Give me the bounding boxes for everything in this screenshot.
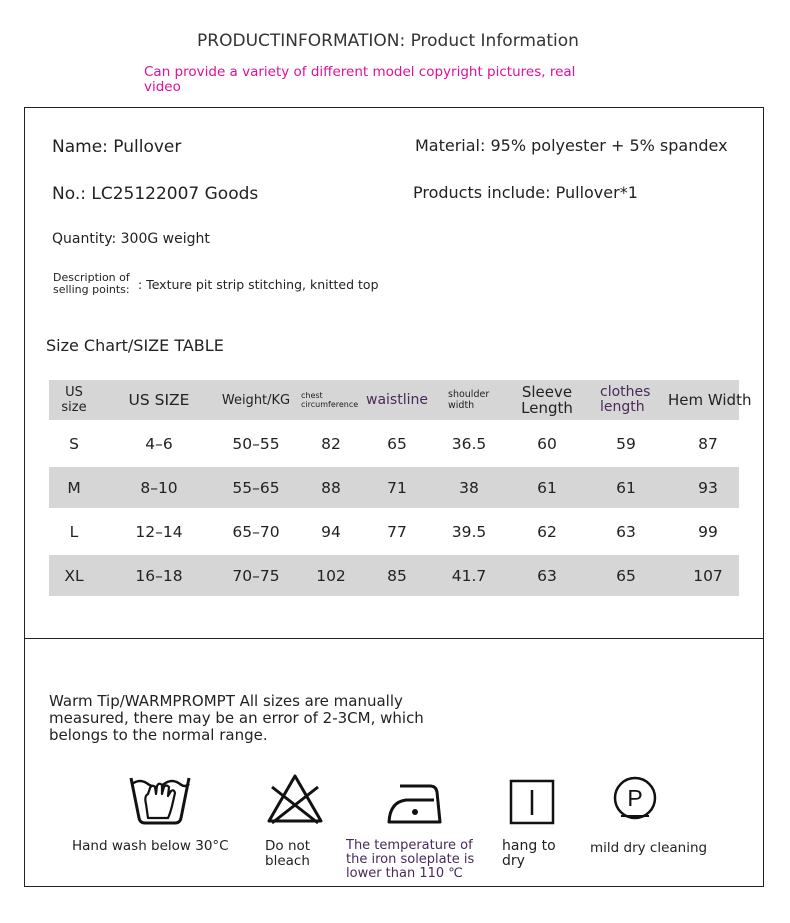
dry-clean-icon — [612, 775, 658, 821]
table-cell: 94 — [321, 522, 341, 541]
selling-points-value: : Texture pit strip stitching, knitted top — [138, 277, 379, 292]
table-cell: 65 — [387, 434, 407, 453]
copyright-note: Can provide a variety of different model copyright pictures, real video — [144, 64, 576, 95]
iron-label-line1: The temperature of — [346, 838, 473, 853]
table-cell: 62 — [537, 522, 557, 541]
header-clothes-line2: length — [600, 399, 645, 415]
iron-label — [346, 839, 474, 881]
table-cell: 93 — [698, 478, 718, 497]
header-us-size-short — [49, 380, 99, 420]
table-cell: 39.5 — [451, 522, 487, 541]
table-cell: 63 — [537, 566, 557, 585]
header-waistline: waistline — [366, 391, 428, 408]
table-row-xl — [49, 555, 739, 596]
table-row-m — [49, 467, 739, 508]
header-sleeve-length — [509, 380, 585, 420]
table-cell: 65–70 — [232, 522, 280, 541]
table-cell: 55–65 — [232, 478, 280, 497]
header-us-size: US SIZE — [128, 390, 190, 409]
table-cell: 65 — [616, 566, 636, 585]
table-row-s — [49, 423, 739, 464]
size-chart-title: Size Chart/SIZE TABLE — [46, 336, 224, 355]
dry-clean-label: mild dry cleaning — [590, 840, 708, 856]
iron-icon — [386, 780, 442, 826]
table-cell: 70–75 — [232, 566, 280, 585]
table-cell: 99 — [698, 522, 718, 541]
table-cell: S — [69, 434, 79, 453]
iron-label-line3: lower than 110 ℃ — [346, 866, 463, 881]
header-hem-width: Hem Width — [668, 390, 752, 409]
table-cell: L — [69, 522, 79, 541]
header-clothes-length — [600, 380, 674, 420]
no-bleach-icon — [266, 773, 324, 825]
table-row-l — [49, 511, 739, 552]
table-cell: 82 — [321, 434, 341, 453]
table-cell: XL — [64, 566, 84, 585]
table-cell: 36.5 — [451, 434, 487, 453]
table-cell: 61 — [616, 478, 636, 497]
iron-label-line2: the iron soleplate is — [346, 852, 475, 867]
product-includes: Products include: Pullover*1 — [413, 183, 638, 202]
header-chest-line1: chest — [301, 391, 323, 400]
header-us-size-short-line2: size — [61, 400, 87, 415]
size-table — [49, 380, 752, 596]
header-chest — [301, 380, 361, 420]
hand-wash-icon — [128, 774, 192, 826]
header-us-size-short-line1: US — [65, 385, 83, 400]
header-clothes-line1: clothes — [600, 384, 651, 400]
product-quantity: Quantity: 300G weight — [52, 231, 210, 247]
table-cell: 88 — [321, 478, 341, 497]
hang-dry-label-line1: hang to — [502, 838, 556, 854]
size-table-header — [49, 380, 752, 420]
table-cell: 38 — [459, 478, 479, 497]
product-name: Name: Pullover — [52, 137, 182, 157]
page-title: PRODUCTINFORMATION: Product Information — [197, 31, 579, 51]
header-sleeve-line1: Sleeve — [521, 383, 573, 401]
no-bleach-label-line2: bleach — [265, 852, 310, 869]
header-weight: Weight/KG — [221, 392, 291, 408]
selling-points-label-line2: selling points: — [53, 283, 130, 296]
table-cell: 8–10 — [140, 478, 178, 497]
table-cell: 85 — [387, 566, 407, 585]
dry-clean-letter: P — [627, 785, 643, 811]
selling-points-label — [53, 272, 130, 296]
hand-wash-label: Hand wash below 30°C — [72, 838, 229, 854]
header-chest-line2: circumference — [301, 400, 359, 409]
no-bleach-label-line1: Do not — [265, 838, 311, 854]
hang-dry-label-line2: dry — [502, 852, 525, 869]
table-cell: M — [67, 478, 81, 497]
table-cell: 50–55 — [232, 434, 280, 453]
product-number: No.: LC25122007 Goods — [52, 184, 259, 204]
table-cell: 59 — [616, 434, 636, 453]
warm-tip: Warm Tip/WARMPROMPT All sizes are manually measured, there may be an error of 2-3CM, which belongs to the normal range. — [49, 692, 424, 744]
no-bleach-label — [265, 839, 310, 868]
header-sleeve-line2: Length — [521, 399, 573, 417]
table-cell: 4–6 — [145, 434, 173, 453]
table-cell: 71 — [387, 478, 407, 497]
selling-points-label-line1: Description of — [53, 271, 130, 284]
table-cell: 63 — [616, 522, 636, 541]
table-cell: 41.7 — [451, 566, 487, 585]
table-cell: 60 — [537, 434, 557, 453]
table-cell: 107 — [693, 566, 723, 585]
header-shoulder-line1: shoulder — [448, 389, 490, 400]
table-cell: 77 — [387, 522, 407, 541]
table-cell: 61 — [537, 478, 557, 497]
table-cell: 102 — [316, 566, 346, 585]
header-shoulder-line2: width — [448, 400, 475, 411]
table-cell: 87 — [698, 434, 718, 453]
table-cell: 16–18 — [135, 566, 183, 585]
product-material: Material: 95% polyester + 5% spandex — [415, 136, 728, 155]
hang-dry-icon — [509, 779, 555, 825]
table-cell: 12–14 — [135, 522, 183, 541]
hang-dry-label — [502, 839, 556, 868]
